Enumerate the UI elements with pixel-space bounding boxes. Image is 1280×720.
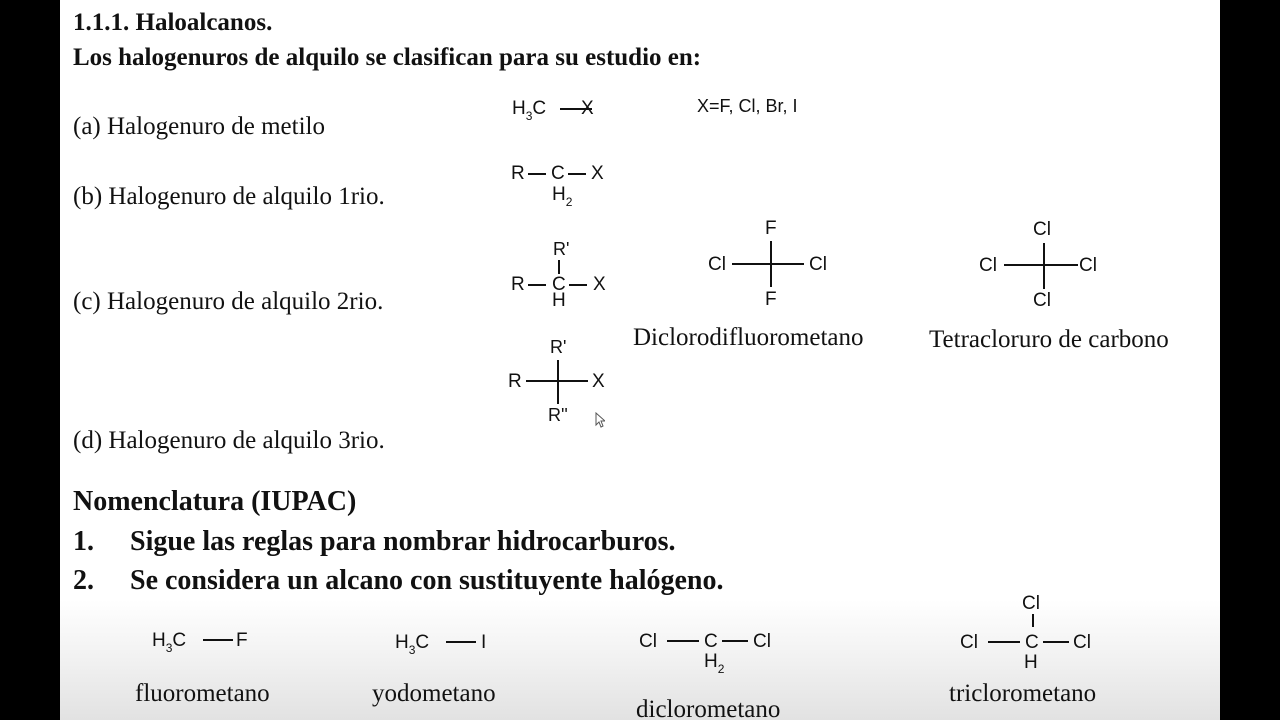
name-fluoromethane: fluorometano <box>135 680 270 707</box>
rule-1-number: 1. <box>73 526 94 557</box>
atom-h: H <box>152 630 166 651</box>
atom-c: C <box>1025 632 1039 653</box>
atom-c: C <box>552 274 566 295</box>
bond-line <box>203 639 233 641</box>
atom-h: H <box>1024 652 1038 673</box>
rule-2-number: 2. <box>73 565 94 596</box>
bond-line <box>1043 641 1069 643</box>
atom-r-prime: R' <box>553 239 570 259</box>
atom-right: Cl <box>753 631 771 652</box>
atom-c: C <box>704 631 718 652</box>
atom-x: X <box>592 371 605 392</box>
name-dichloromethane: diclorometano <box>636 696 781 720</box>
nomenclature-title: Nomenclatura (IUPAC) <box>73 486 357 517</box>
bond-line <box>988 641 1020 643</box>
atom-left: Cl <box>639 631 657 652</box>
atom-r: R <box>511 274 525 295</box>
atom-bottom: Cl <box>1033 290 1051 311</box>
atom-top: Cl <box>1033 219 1051 240</box>
atom-h: H <box>552 290 566 311</box>
class-b: (b) Halogenuro de alquilo 1rio. <box>73 183 385 210</box>
atom-right: Cl <box>1079 255 1097 276</box>
atom-right: Cl <box>809 254 827 275</box>
document-page <box>60 0 1220 720</box>
atom-c: C <box>532 98 547 119</box>
atom-left: Cl <box>708 254 726 275</box>
atom-i: I <box>481 632 487 653</box>
bond-line <box>722 640 748 642</box>
bond-line <box>528 173 546 175</box>
subscript: 2 <box>565 195 573 209</box>
subscript: 3 <box>525 109 533 123</box>
atom-x: X <box>581 98 594 119</box>
bond-line <box>568 173 586 175</box>
class-c: (c) Halogenuro de alquilo 2rio. <box>73 288 384 315</box>
mouse-cursor-icon <box>595 412 605 428</box>
subscript: 2 <box>717 662 725 676</box>
atom-r-prime: R' <box>550 337 567 357</box>
rule-2-text: Se considera un alcano con sustituyente halógeno. <box>130 565 724 596</box>
atom-left: Cl <box>960 632 978 653</box>
atom-c: C <box>551 163 565 184</box>
atom-h: H <box>395 632 409 653</box>
bond-line <box>528 284 546 286</box>
atom-x: X <box>593 274 606 295</box>
atom-c: C <box>415 632 430 653</box>
atom-r-double-prime: R'' <box>548 405 568 425</box>
bond-cross <box>732 241 804 287</box>
subscript: 3 <box>408 643 416 657</box>
bond-line <box>446 641 476 643</box>
atom-right: Cl <box>1073 632 1091 653</box>
atom-r: R <box>508 371 522 392</box>
atom-bottom: F <box>765 289 777 310</box>
bond-cross <box>526 360 588 404</box>
name-trichloromethane: triclorometano <box>949 680 1097 707</box>
atom-f: F <box>236 630 248 651</box>
bond-line <box>667 640 699 642</box>
bond-line <box>558 260 560 274</box>
bond-line <box>1032 614 1034 627</box>
section-title: 1.1.1. Haloalcanos. <box>73 9 273 36</box>
atom-r: R <box>511 163 525 184</box>
atom-h: H <box>704 651 718 672</box>
name-iodomethane: yodometano <box>372 680 496 707</box>
rule-1-text: Sigue las reglas para nombrar hidrocarburos. <box>130 526 676 557</box>
bond-line <box>569 284 587 286</box>
atom-x: X <box>591 163 604 184</box>
subscript: 3 <box>165 641 173 655</box>
atom-h: H <box>552 184 566 205</box>
intro-text: Los halogenuros de alquilo se clasifican para su estudio en: <box>73 44 702 71</box>
class-a: (a) Halogenuro de metilo <box>73 113 325 140</box>
bond-cross <box>1004 243 1078 289</box>
halogen-note: X=F, Cl, Br, I <box>697 96 798 116</box>
atom-top: Cl <box>1022 593 1040 614</box>
atom-left: Cl <box>979 255 997 276</box>
class-d: (d) Halogenuro de alquilo 3rio. <box>73 427 385 454</box>
name-dichlorodifluoromethane: Diclorodifluorometano <box>633 324 864 351</box>
name-carbon-tetrachloride: Tetracloruro de carbono <box>929 326 1169 353</box>
atom-c: C <box>172 630 187 651</box>
atom-top: F <box>765 218 777 239</box>
atom-h: H <box>512 98 526 119</box>
